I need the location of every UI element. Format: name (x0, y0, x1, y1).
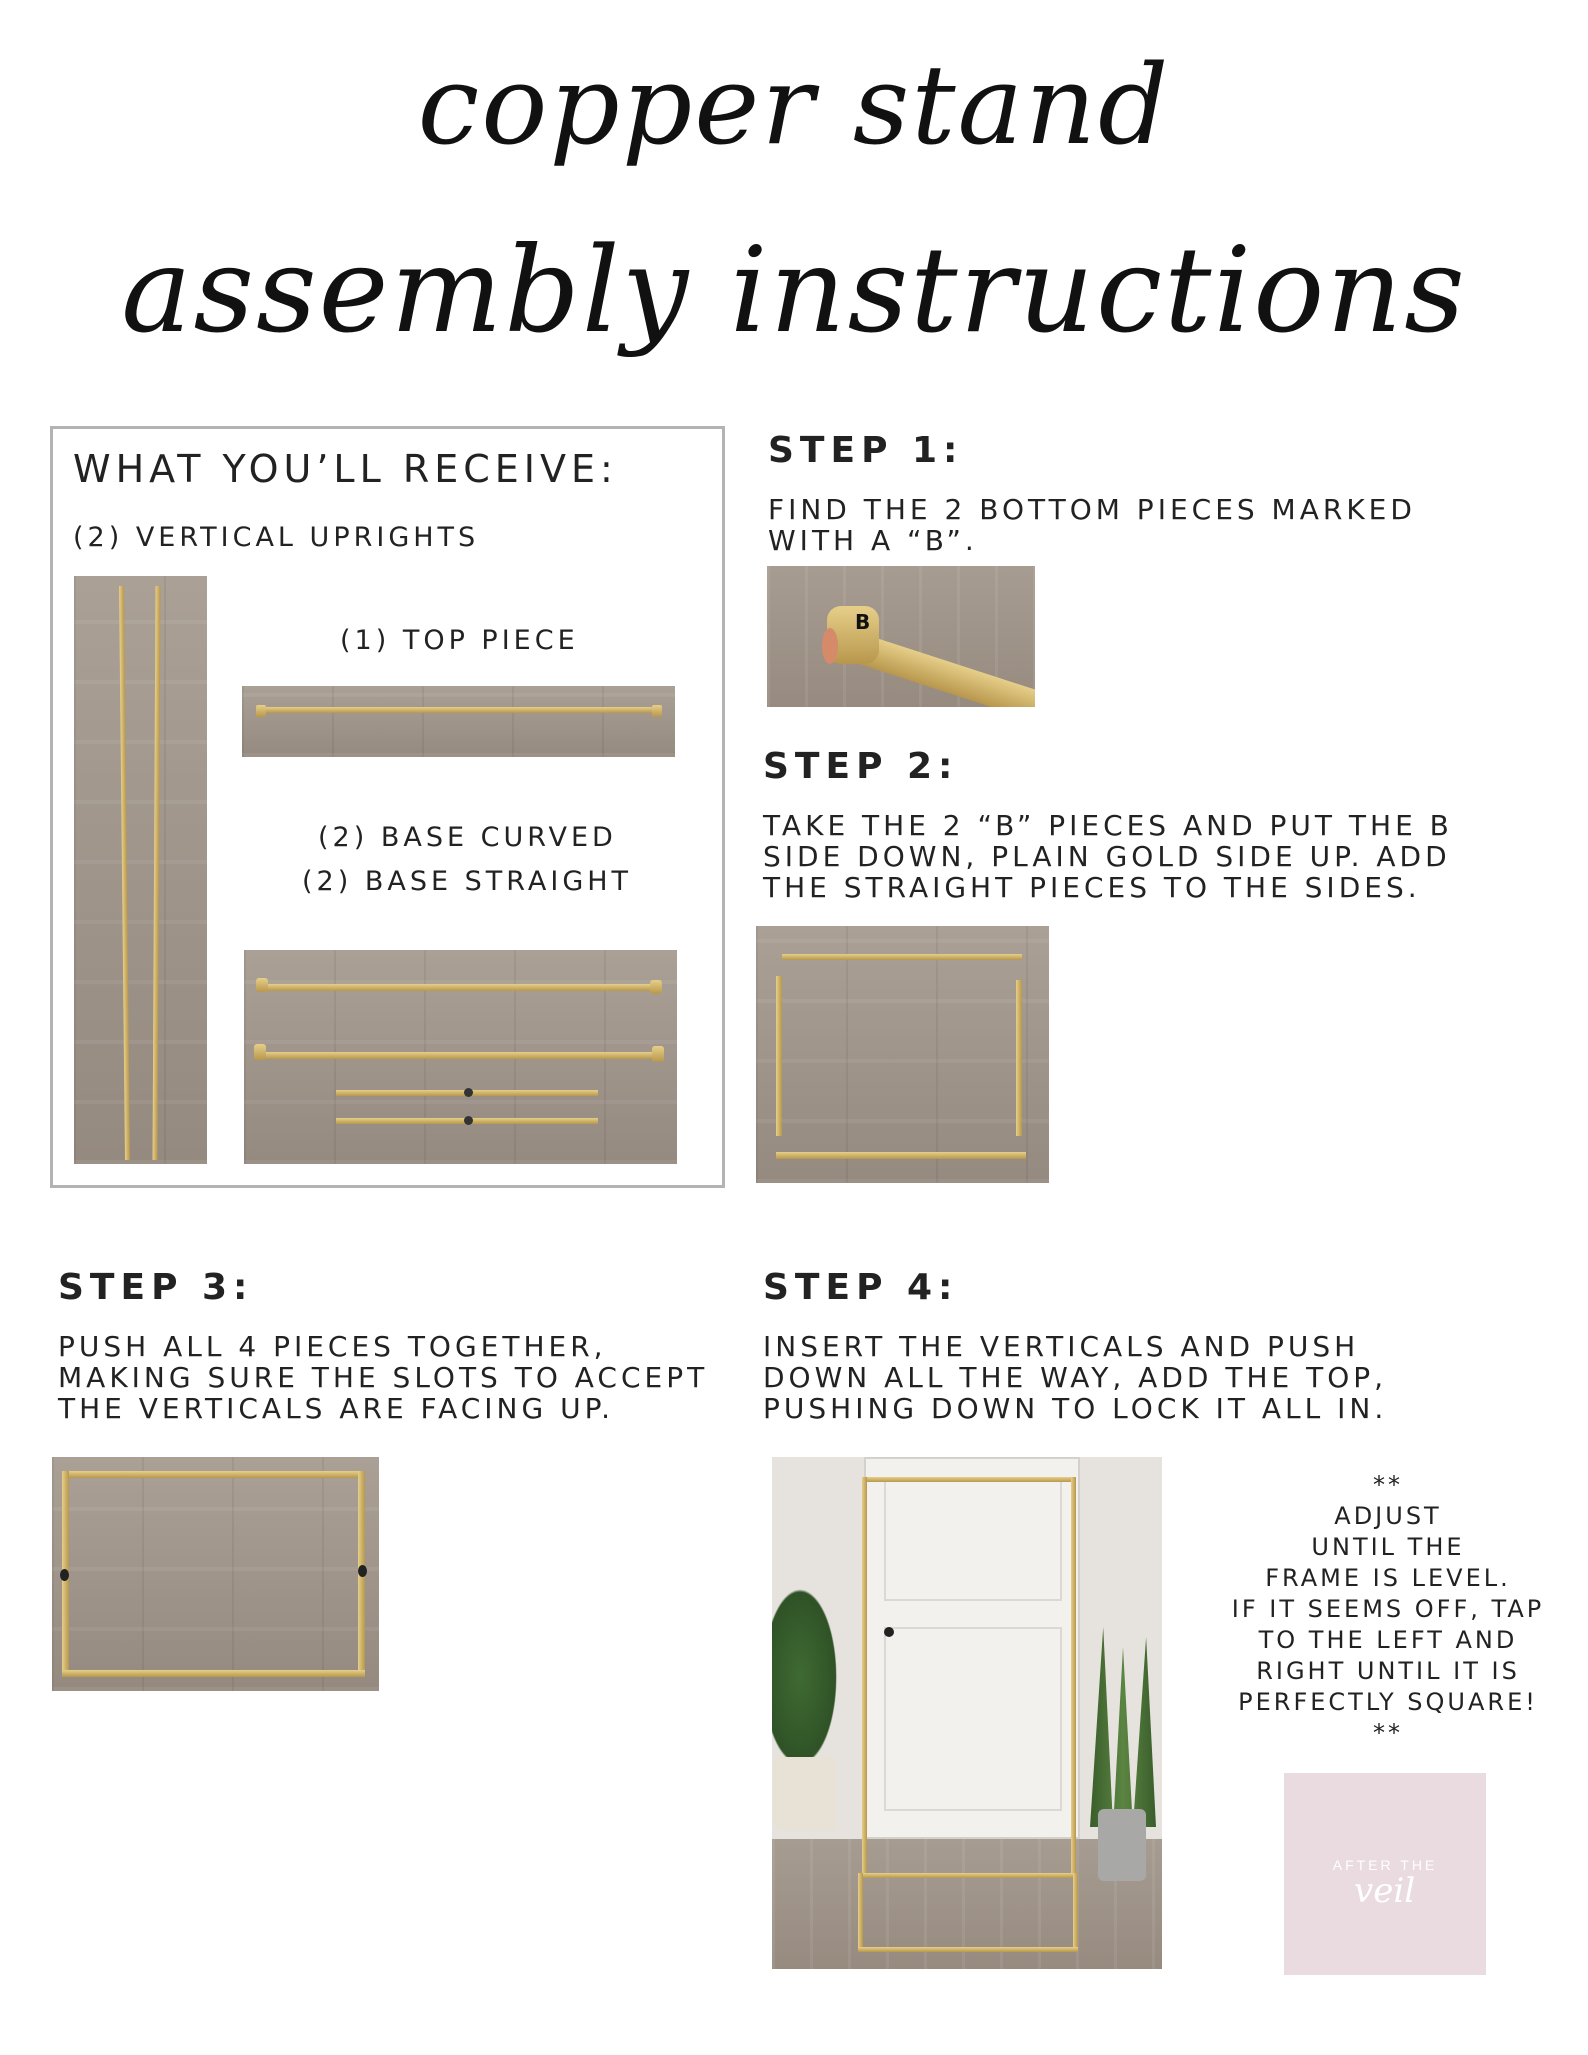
receive-heading: WHAT YOU’LL RECEIVE: (73, 447, 618, 491)
title-line-2: assembly instructions (121, 221, 1467, 359)
logo-line-1: AFTER THE (1332, 1857, 1438, 1873)
base-straight-label: (2) BASE STRAIGHT (302, 866, 633, 897)
brand-logo (1284, 1773, 1486, 1975)
step-4-title: STEP 4: (763, 1267, 959, 1308)
top-piece-photo (242, 686, 675, 757)
b-marker: B (855, 610, 871, 634)
vertical-uprights-photo (74, 576, 207, 1164)
step-3-title: STEP 3: (58, 1267, 254, 1308)
top-piece-label: (1) TOP PIECE (340, 625, 579, 656)
base-pieces-photo (244, 950, 677, 1164)
vertical-uprights-label: (2) VERTICAL UPRIGHTS (73, 522, 480, 553)
step-4-photo (772, 1457, 1162, 1969)
step-2-text: TAKE THE 2 “B” PIECES AND PUT THE B SIDE DOWN, PLAIN GOLD SIDE UP. ADD THE STRAIGHT PIECES TO THE SIDES. (763, 809, 1453, 904)
step-2-title: STEP 2: (763, 746, 959, 787)
step-1-title: STEP 1: (768, 430, 964, 471)
level-note: ** ADJUST UNTIL THE FRAME IS LEVEL. IF IT SEEMS OFF, TAP TO THE LEFT AND RIGHT UNTIL IT IS PERFECTLY SQUARE! ** (1231, 1471, 1545, 1747)
step-3-text: PUSH ALL 4 PIECES TOGETHER, MAKING SURE THE SLOTS TO ACCEPT THE VERTICALS ARE FACING UP. (58, 1330, 709, 1425)
step-3-photo (52, 1457, 379, 1691)
step-1-photo (767, 566, 1035, 707)
base-curved-label: (2) BASE CURVED (318, 822, 617, 853)
logo-line-2: veil (1354, 1871, 1416, 1911)
step-1-text: FIND THE 2 BOTTOM PIECES MARKED WITH A “B”. (768, 493, 1416, 557)
title-line-1: copper stand (417, 41, 1171, 169)
step-4-text: INSERT THE VERTICALS AND PUSH DOWN ALL THE WAY, ADD THE TOP, PUSHING DOWN TO LOCK IT ALL IN. (763, 1330, 1388, 1425)
step-2-photo (756, 926, 1049, 1183)
